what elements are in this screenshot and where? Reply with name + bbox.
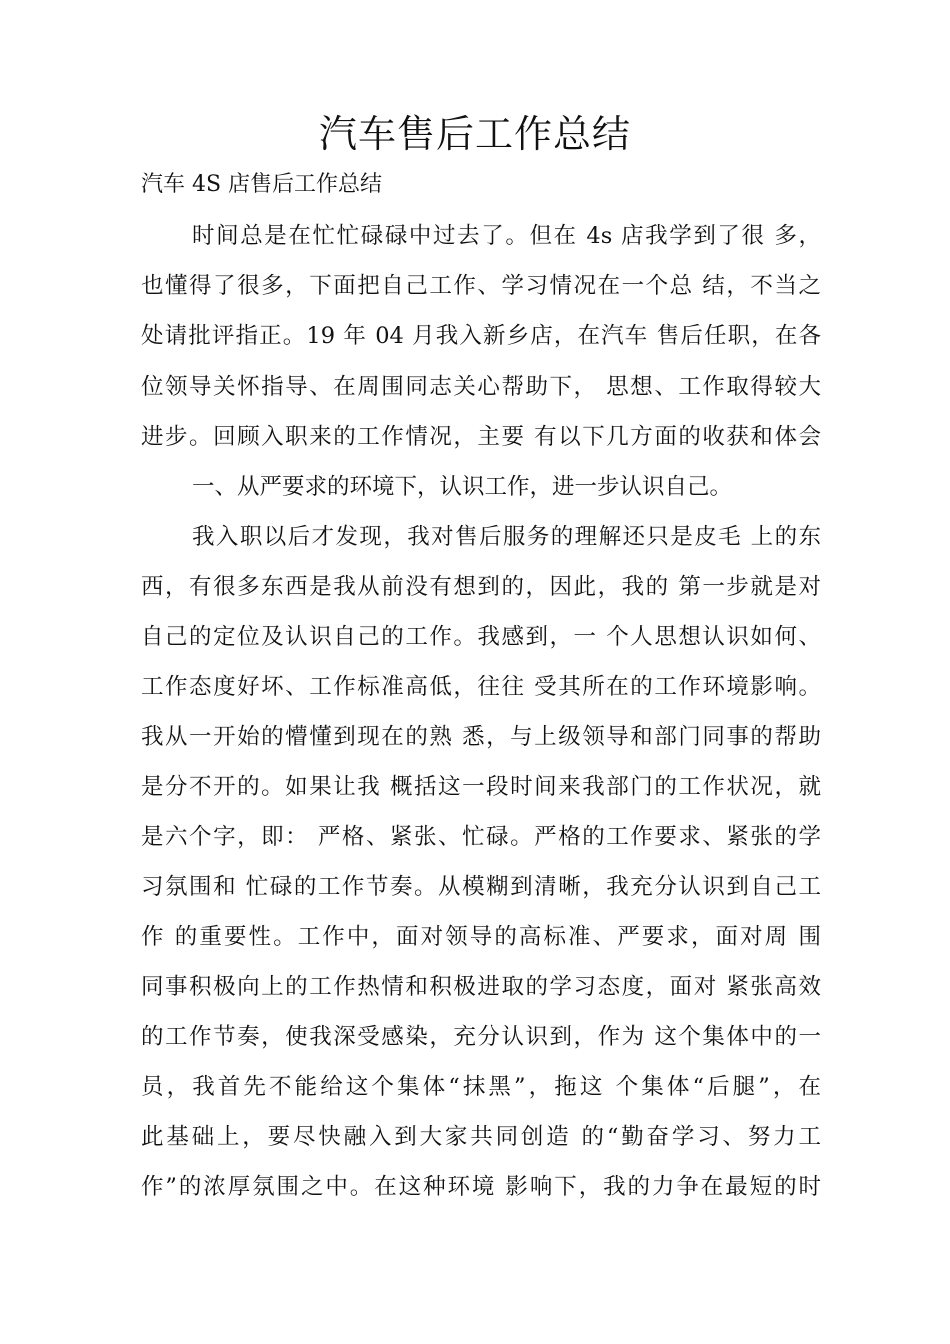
paragraph-line: 此基础上，要尽快融入到大家共同创造 的“勤奋学习、努力工 xyxy=(141,1124,821,1150)
paragraph-line: 进步。回顾入职来的工作情况，主要 有以下几方面的收获和体会 xyxy=(141,424,821,450)
paragraph-line: 自己的定位及认识自己的工作。我感到，一 个人思想认识如何、 xyxy=(141,624,821,650)
paragraph-line: 时间总是在忙忙碌碌中过去了。但在 4s 店我学到了很 多， xyxy=(192,223,821,249)
document-title: 汽车售后工作总结 xyxy=(318,112,631,156)
paragraph-line: 同事积极向上的工作热情和积极进取的学习态度，面对 紧张高效 xyxy=(141,974,821,1000)
document-subtitle: 汽车 4S 店售后工作总结 xyxy=(141,172,383,197)
section-heading: 一、从严要求的环境下，认识工作，进一步认识自己。 xyxy=(192,474,733,500)
paragraph-line: 我入职以后才发现，我对售后服务的理解还只是皮毛 上的东 xyxy=(192,524,821,550)
paragraph-line: 作”的浓厚氛围之中。在这种环境 影响下，我的力争在最短的时 xyxy=(141,1174,821,1200)
paragraph-line: 员，我首先不能给这个集体“抹黑”，拖这 个集体“后腿”，在 xyxy=(141,1074,821,1100)
paragraph-line: 也懂得了很多，下面把自己工作、学习情况在一个总 结，不当之 xyxy=(141,273,821,299)
paragraph-line: 是分不开的。如果让我 概括这一段时间来我部门的工作状况，就 xyxy=(141,774,821,800)
paragraph-line: 工作态度好坏、工作标准高低，往往 受其所在的工作环境影响。 xyxy=(141,674,821,700)
paragraph-line: 作 的重要性。工作中，面对领导的高标准、严要求，面对周 围 xyxy=(141,924,821,950)
paragraph-line: 我从一开始的懵懂到现在的熟 悉，与上级领导和部门同事的帮助 xyxy=(141,724,821,750)
paragraph-line: 是六个字，即： 严格、紧张、忙碌。严格的工作要求、紧张的学 xyxy=(141,824,821,850)
paragraph-line: 的工作节奏，使我深受感染，充分认识到，作为 这个集体中的一 xyxy=(141,1024,821,1050)
paragraph-line: 处请批评指正。19 年 04 月我入新乡店，在汽车 售后任职，在各 xyxy=(141,323,821,349)
paragraph-line: 习氛围和 忙碌的工作节奏。从模糊到清晰，我充分认识到自己工 xyxy=(141,874,821,900)
paragraph-line: 西，有很多东西是我从前没有想到的，因此，我的 第一步就是对 xyxy=(141,574,821,600)
paragraph-line: 位领导关怀指导、在周围同志关心帮助下， 思想、工作取得较大 xyxy=(141,374,821,400)
